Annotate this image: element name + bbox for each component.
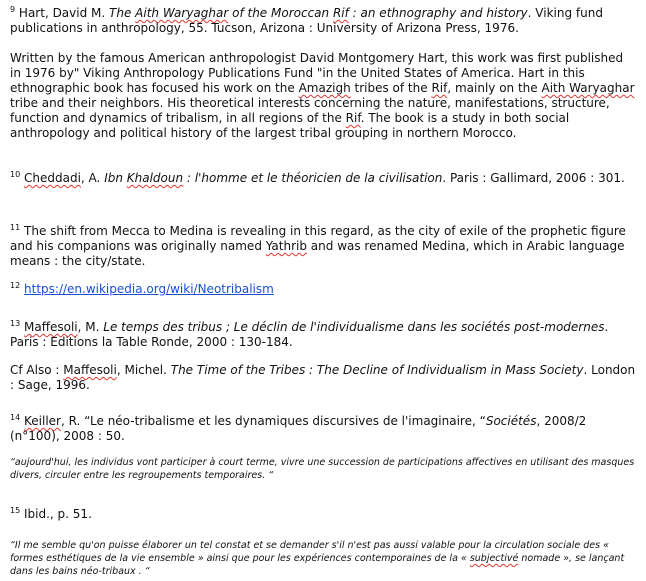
footnote-13-cf: Cf Also : Maffesoli, Michel. The Time of the Tribes : The Decline of Individualism in Mass Society. London : Sage, 1996. — [10, 363, 636, 392]
footnote-number: 12 — [10, 281, 21, 290]
neotribalism-link[interactable]: https://en.wikipedia.org/wiki/Neotribalism — [24, 282, 274, 296]
footnote-15-quote: “Il me semble qu'on puisse élaborer un tel constat et se demander s'il n'est pas aussi valable pour la circulation sociale des « formes esthétiques de la vie ensemble » ainsi que pour les expériences contemporaines de la « subjectivé nomade », se lançant dans les bains néo-tribaux . “ — [10, 540, 625, 577]
footnote-number: 9 — [10, 5, 16, 14]
footnote-10: $^{10}$ Cheddadi, A. Ibn Khaldoun : l'homme et le théoricien de la civilisation. Paris : Gallimard, 2006 : 301. — [10, 170, 625, 185]
footnote-9-commentary: Written by the famous American anthropologist David Montgomery Hart, this work was first published in 1976 by" Viking Anthropology Publications Fund "in the United States of America. Hart in this ethnographic book has focused his work on the Amazigh tribes of the Rif, mainly on the Aith Waryaghar tribe and their neighbors. His theoretical interests concerning the nature, manifestations, structure, function and dynamics of tribalism, in all regions of the Rif. The book is a study in both social anthropology and political history of the largest tribal grouping in northern Morocco. — [10, 51, 635, 140]
footnote-number: 15 — [10, 506, 21, 515]
footnote-number: 13 — [10, 319, 21, 328]
footnote-number: 11 — [10, 223, 21, 232]
footnote-14-quote: “aujourd'hui, les individus vont participer à court terme, vivre une succession de participations affectives en utilisant des masques divers, circuler entre les regroupements temporaires. “ — [10, 457, 635, 481]
footnote-11: $^{11}$ The shift from Mecca to Medina is revealing in this regard, as the city of exile of the prophetic figure and his companions was originally named Yathrib and was renamed Medina, which in Arabic language means : the city/state. — [10, 223, 626, 268]
footnote-13: $^{13}$ Maffesoli, M. Le temps des tribus ; Le déclin de l'individualisme dans les sociétés post-modernes. Paris : Editions la Table Ronde, 2000 : 130-184. — [10, 319, 609, 349]
footnote-14: $^{14}$ Keiller, R. “Le néo-tribalisme et les dynamiques discursives de l'imaginaire, “Sociétés, 2008/2 (n°100), 2008 : 50. — [10, 413, 587, 443]
footnote-number: 10 — [10, 170, 21, 179]
footnote-number: 14 — [10, 413, 21, 422]
footnote-15: $^{15}$ Ibid., p. 51. — [10, 506, 92, 521]
footnote-9: $^9$ Hart, David M. The Aith Waryaghar of the Moroccan Rif : an ethnography and history. Viking fund publications in anthropology, 55. Tucson, Arizona : University of Arizona Press, 1976. — [10, 5, 603, 35]
footnote-12 — [10, 282, 636, 297]
